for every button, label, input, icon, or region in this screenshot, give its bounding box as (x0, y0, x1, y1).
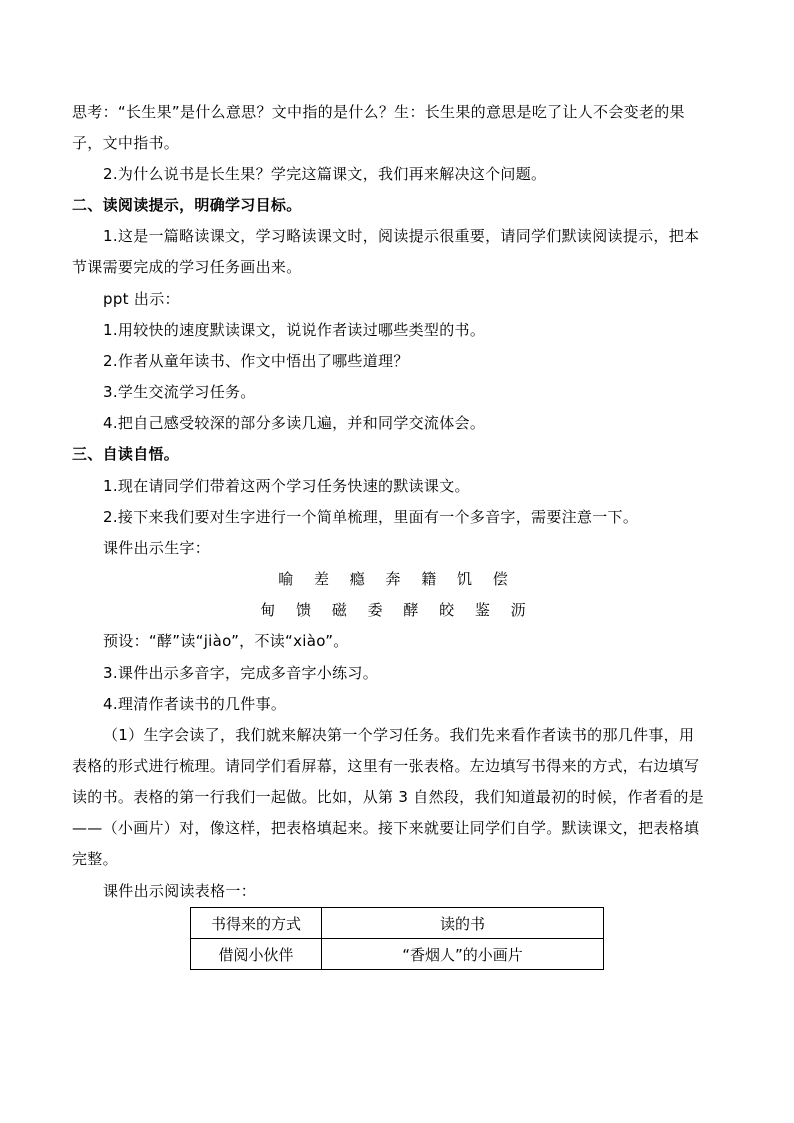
paragraph: 课件出示阅读表格一： (103, 882, 257, 900)
paragraph: （1）生字会读了，我们就来解决第一个学习任务。我们先来看作者读书的那几件事，用 (103, 726, 695, 744)
section-heading: 三、自读自悟。 (72, 445, 180, 463)
paragraph: 读的书。表格的第一行我们一起做。比如，从第 3 自然段，我们知道最初的时候，作者看的是 (72, 788, 704, 806)
table-header-cell: 书得来的方式 (191, 908, 322, 939)
paragraph: 3.课件出示多音字，完成多音字小练习。 (103, 664, 379, 682)
list-item: 4.把自己感受较深的部分多读几遍，并和同学交流体会。 (103, 414, 486, 432)
table-header-cell: 读的书 (322, 908, 604, 939)
paragraph: ppt 出示： (103, 290, 180, 308)
list-item: 1.用较快的速度默读课文，说说作者读过哪些类型的书。 (103, 321, 486, 339)
character-row: 甸 馈 磁 委 酵 皎 鉴 沥 (260, 601, 534, 619)
list-item: 3.学生交流学习任务。 (103, 383, 256, 401)
paragraph: ——（小画片）对，像这样，把表格填起来。接下来就要让同学们自学。默读课文，把表格填 (72, 819, 700, 837)
section-heading: 二、读阅读提示，明确学习目标。 (72, 196, 302, 214)
paragraph: 1.这是一篇略读课文，学习略读课文时，阅读提示很重要，请同学们默读阅读提示，把本 (103, 227, 700, 245)
paragraph: 完整。 (72, 850, 118, 868)
table-header-row (191, 908, 604, 939)
paragraph: 4.理清作者读书的几件事。 (103, 695, 287, 713)
paragraph: 节课需要完成的学习任务画出来。 (72, 258, 302, 276)
reading-table (190, 907, 604, 970)
paragraph: 2.接下来我们要对生字进行一个简单梳理，里面有一个多音字，需要注意一下。 (103, 508, 639, 526)
table-row (191, 939, 604, 970)
paragraph: 预设：“酵”读“jiào”，不读“xiào”。 (103, 632, 349, 650)
paragraph: 表格的形式进行梳理。请同学们看屏幕，这里有一张表格。左边填写书得来的方式，右边填写 (72, 757, 700, 775)
paragraph: 子，文中指书。 (72, 134, 180, 152)
list-item: 2.作者从童年读书、作文中悟出了哪些道理？ (103, 352, 409, 370)
table-cell: “香烟人”的小画片 (322, 939, 604, 970)
paragraph: 2.为什么说书是长生果？学完这篇课文，我们再来解决这个问题。 (103, 165, 547, 183)
paragraph: 1.现在请同学们带着这两个学习任务快速的默读课文。 (103, 477, 470, 495)
paragraph: 课件出示生字： (103, 539, 211, 557)
character-row: 喻 差 瘾 奔 籍 饥 偿 (278, 570, 516, 588)
paragraph: 思考：“长生果”是什么意思？文中指的是什么？生：长生果的意思是吃了让人不会变老的果 (72, 103, 685, 121)
table-cell: 借阅小伙伴 (191, 939, 322, 970)
